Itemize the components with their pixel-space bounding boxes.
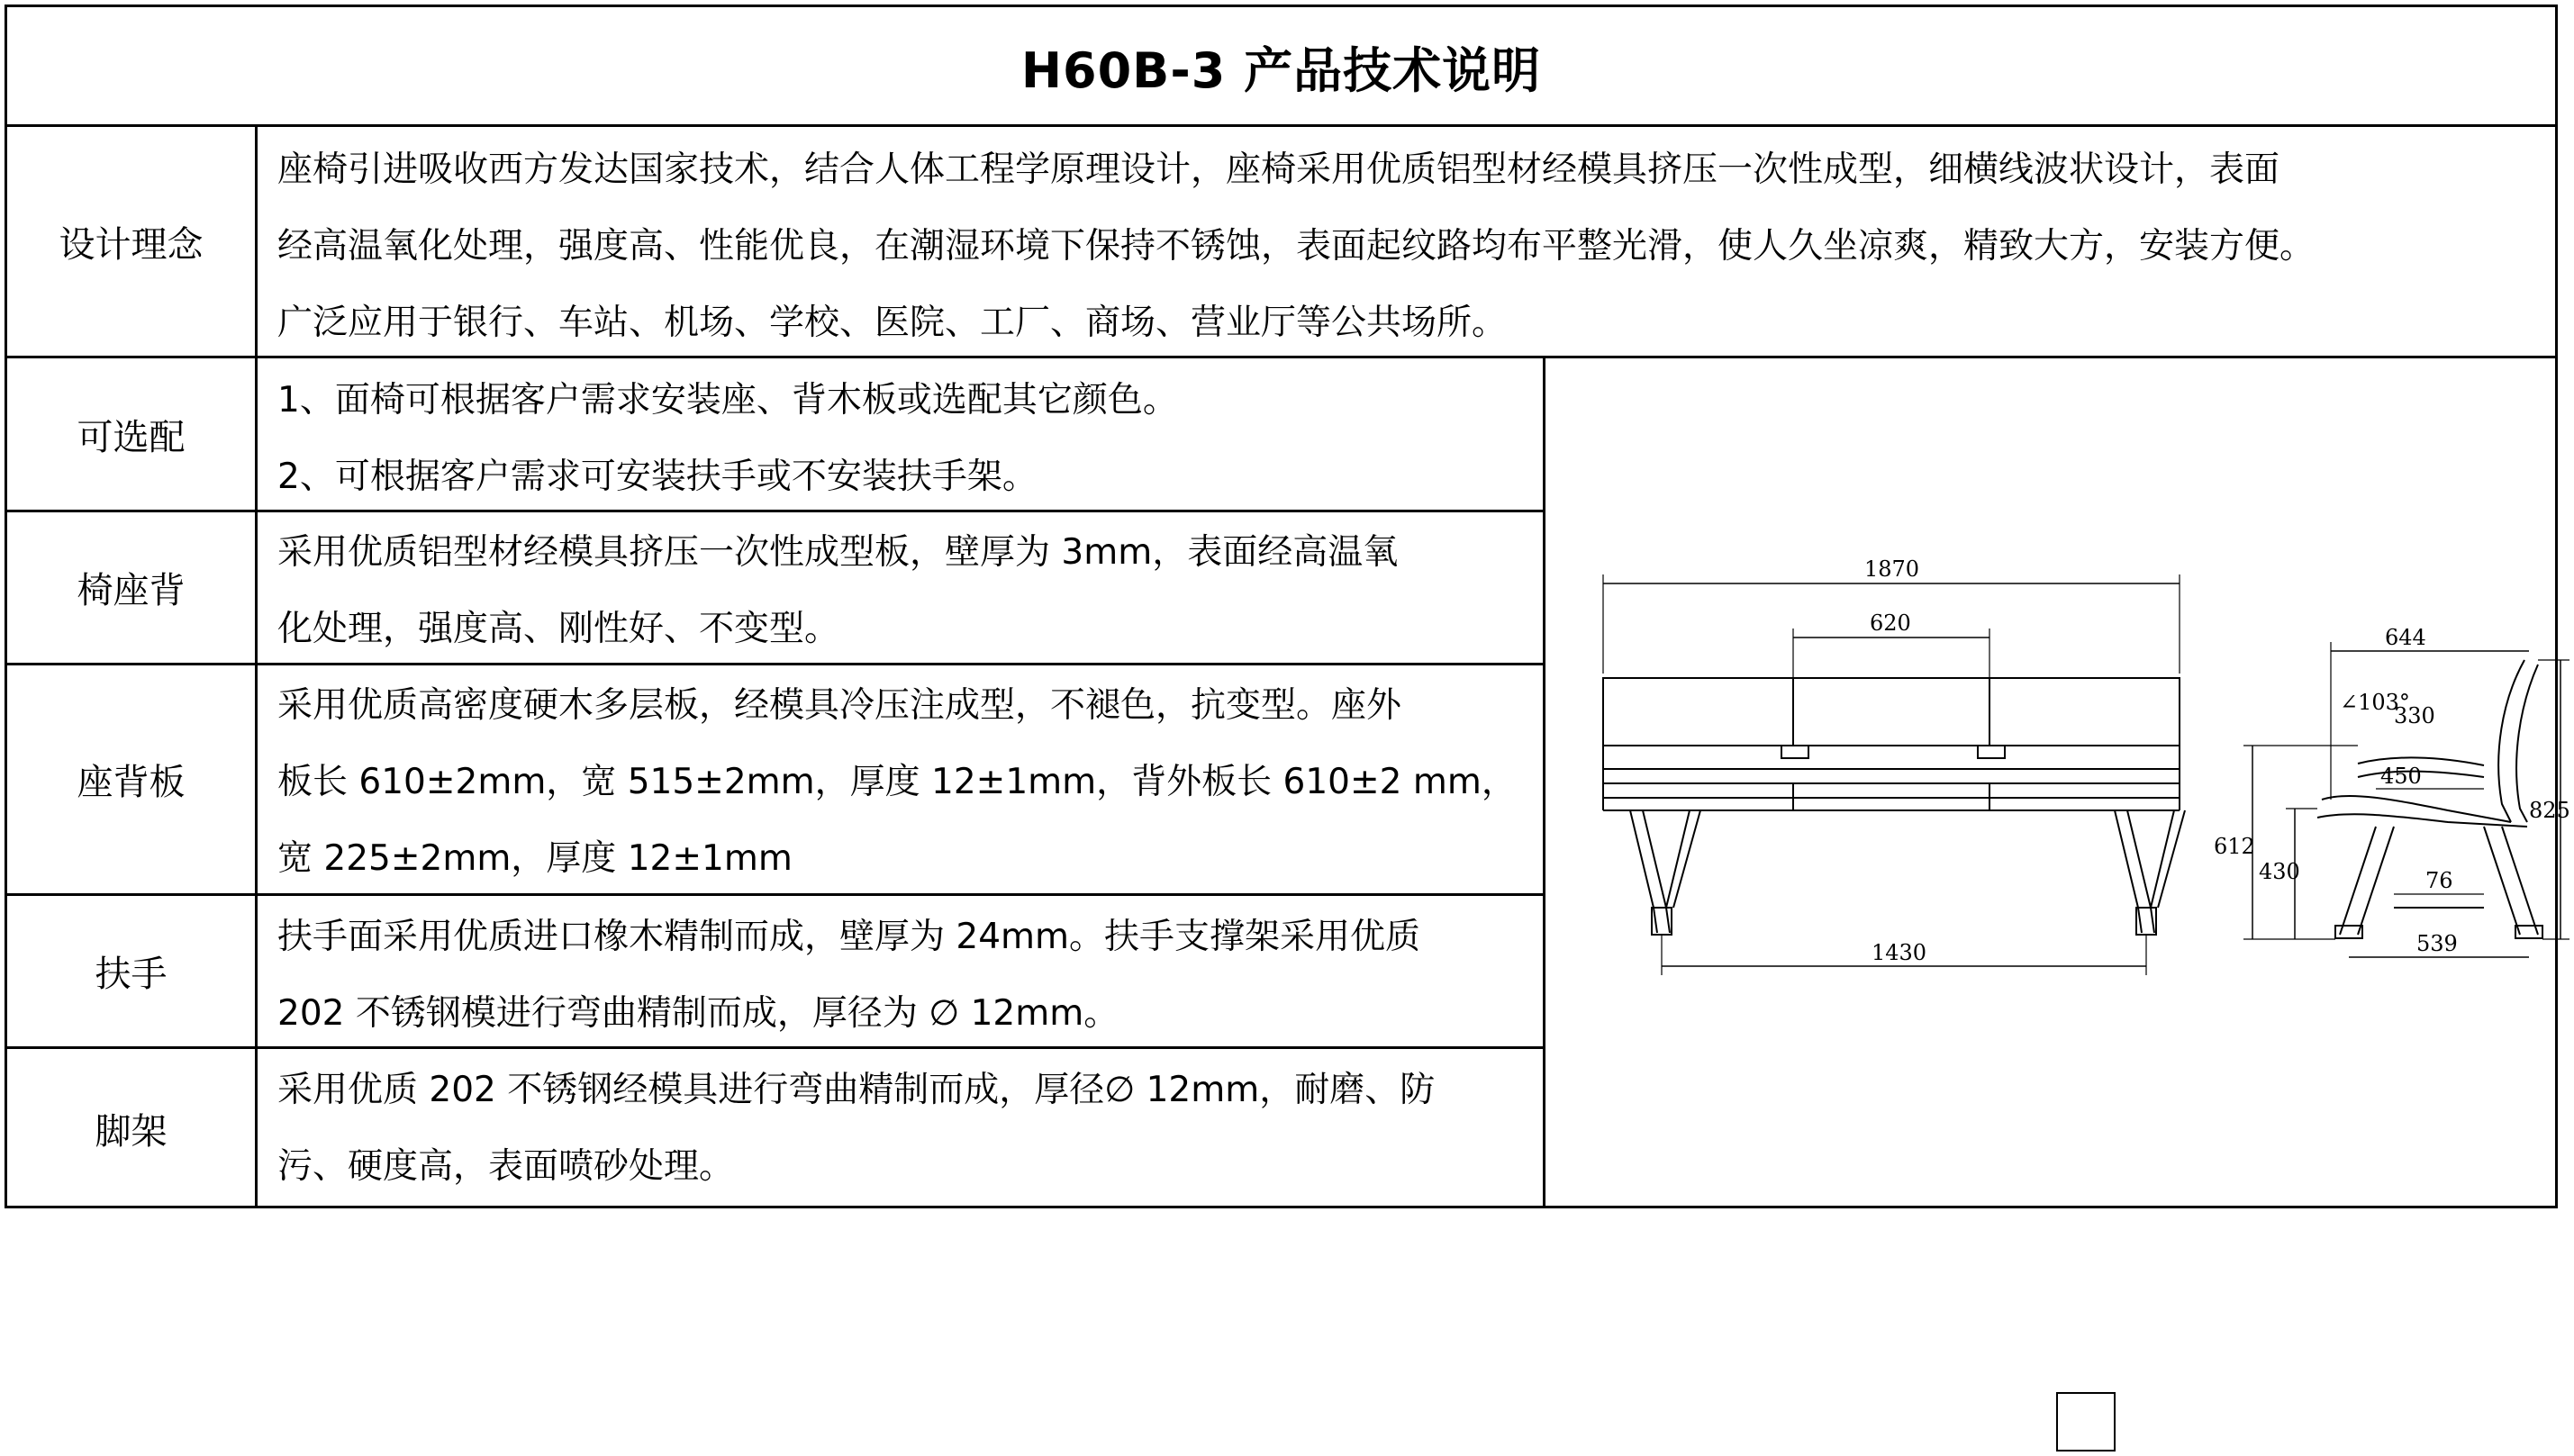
dim-side-base: 539	[2416, 931, 2458, 956]
row-label: 可选配	[77, 416, 186, 458]
text-line: 化处理，强度高、刚性好、不变型。	[277, 609, 840, 649]
row-text	[277, 514, 1398, 667]
row-text	[277, 667, 1517, 897]
row-label: 设计理念	[59, 223, 204, 266]
text-line: 采用优质高密度硬木多层板，经模具冷压注成型，不褪色，抗变型。座外	[277, 685, 1402, 726]
page-title: H60B-3 产品技术说明	[1020, 41, 1542, 99]
text-line: 经高温氧化处理，强度高、性能优良，在潮湿环境下保持不锈蚀，表面起纹路均布平整光滑，使人久坐凉爽，精致大方，安装方便。	[277, 226, 2316, 267]
divider	[7, 124, 2555, 127]
dim-front-seat: 620	[1870, 610, 1911, 636]
spec-sheet	[5, 5, 2570, 1208]
dim-side-back: 330	[2394, 703, 2435, 728]
dim-side-seat-depth: 450	[2380, 764, 2422, 789]
row-label: 扶手	[95, 954, 168, 995]
chair-technical-drawing	[1583, 529, 2574, 980]
row-text	[277, 362, 1178, 515]
row-label: 座背板	[77, 762, 186, 803]
text-line: 宽 225±2mm，厚度 12±1mm	[277, 838, 793, 879]
divider	[255, 124, 258, 1208]
dim-side-angle: ∠103°	[2340, 690, 2410, 715]
text-line: 202 不锈钢模进行弯曲精制而成，厚径为 ∅ 12mm。	[277, 993, 1119, 1034]
text-line: 采用优质 202 不锈钢经模具进行弯曲精制而成，厚径∅ 12mm，耐磨、防	[277, 1070, 1436, 1110]
dim-side-tube: 76	[2425, 868, 2453, 893]
divider	[1543, 356, 1545, 1208]
text-line: 1、面椅可根据客户需求安装座、背木板或选配其它颜色。	[277, 380, 1178, 421]
row-label: 脚架	[95, 1111, 168, 1153]
row-text	[277, 1052, 1435, 1205]
text-line: 座椅引进吸收西方发达国家技术，结合人体工程学原理设计，座椅采用优质铝型材经模具挤压一次性成型，细横线波状设计，表面	[277, 149, 2280, 190]
dim-side-overall: 825	[2529, 798, 2570, 823]
text-line: 采用优质铝型材经模具挤压一次性成型板，壁厚为 3mm，表面经高温氧	[277, 532, 1399, 573]
dim-side-seat-inner: 430	[2259, 859, 2300, 884]
dim-side-depth: 644	[2385, 625, 2426, 650]
text-line: 扶手面采用优质进口橡木精制而成，壁厚为 24mm。扶手支撑架采用优质	[277, 917, 1421, 957]
dim-front-overall: 1870	[1864, 556, 1920, 582]
row-label: 椅座背	[77, 570, 186, 611]
dim-side-seat-outer: 612	[2214, 834, 2255, 859]
text-line: 2、可根据客户需求可安装扶手或不安装扶手架。	[277, 457, 1038, 497]
row-text	[277, 899, 1420, 1052]
text-line: 污、硬度高，表面喷砂处理。	[277, 1146, 735, 1187]
page-number-box	[2056, 1392, 2116, 1451]
text-line: 板长 610±2mm，宽 515±2mm，厚度 12±1mm，背外板长 610±2 mm，	[277, 762, 1517, 802]
text-line: 广泛应用于银行、车站、机场、学校、医院、工厂、商场、营业厅等公共场所。	[277, 303, 1508, 343]
row-text	[277, 131, 2315, 361]
dim-front-legs: 1430	[1872, 940, 1927, 965]
